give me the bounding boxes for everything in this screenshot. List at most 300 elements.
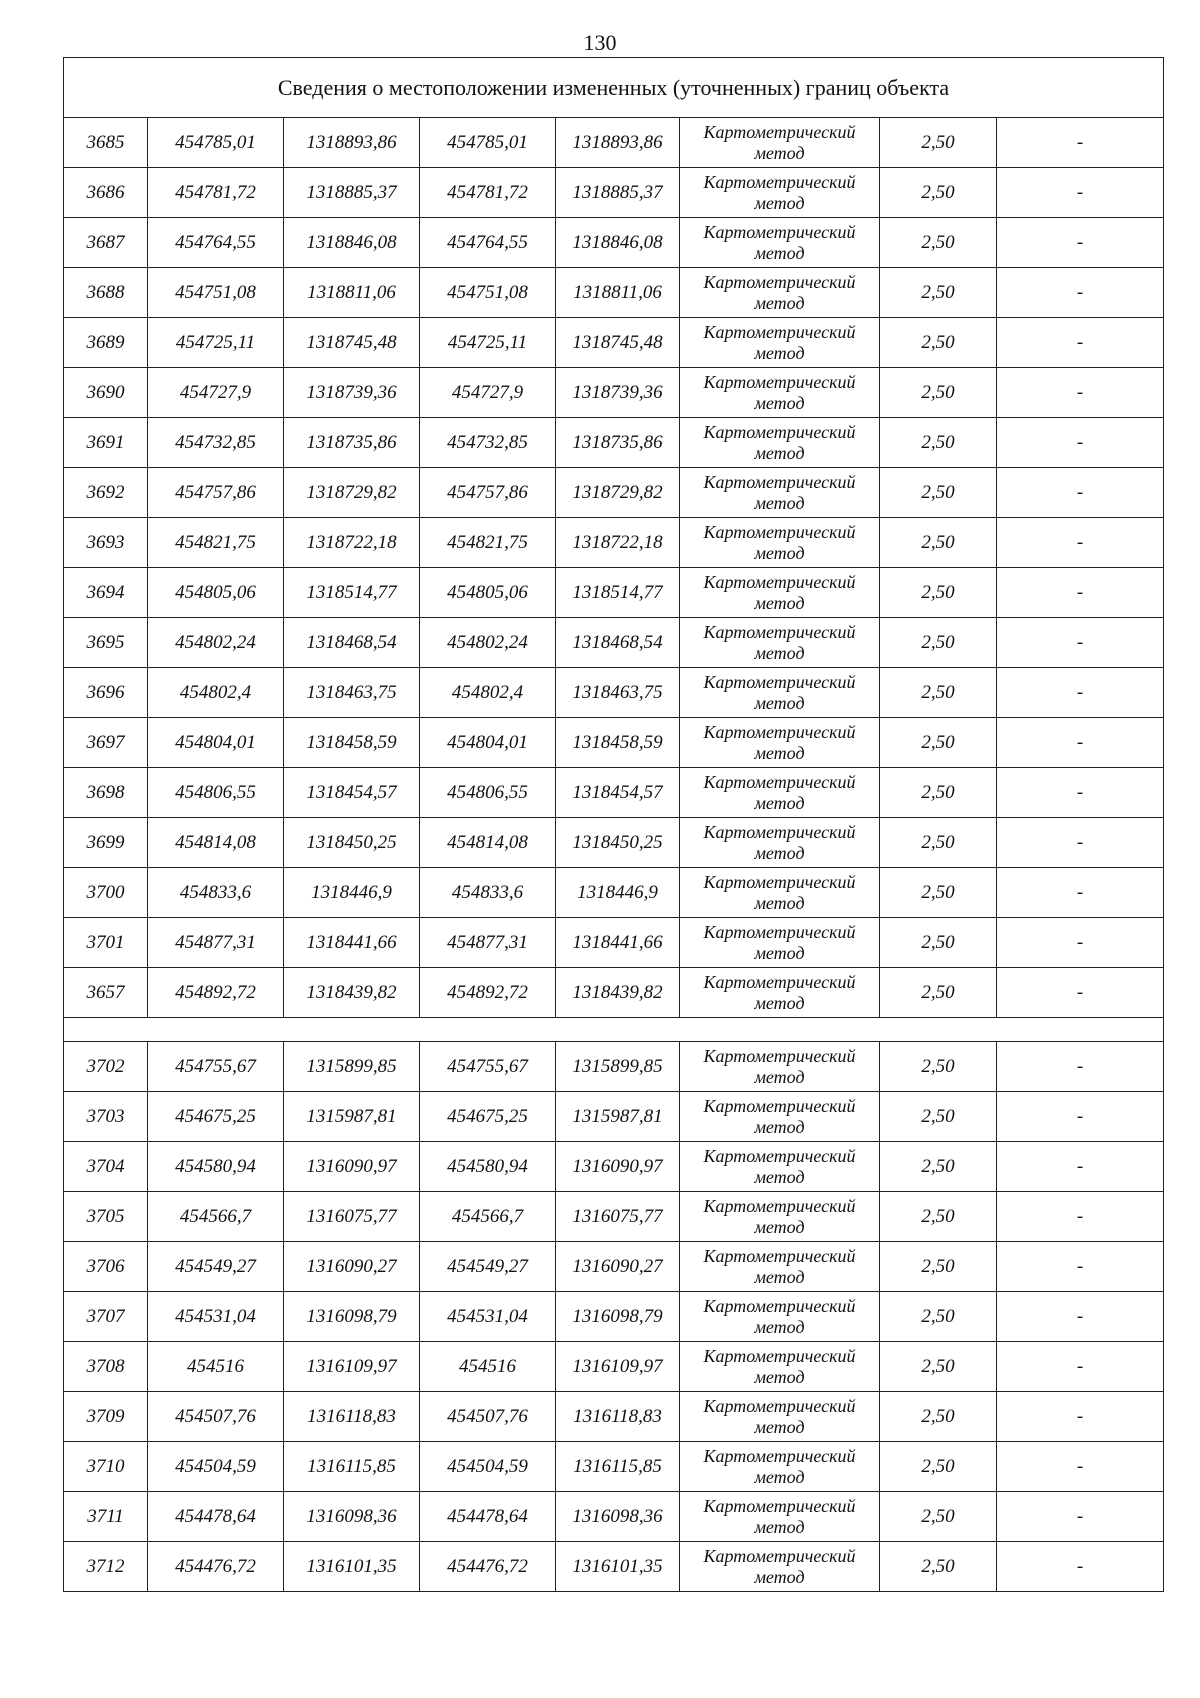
y-existing-cell: 1318893,86: [284, 118, 420, 168]
method-line-2: метод: [754, 1416, 805, 1437]
method-line-2: метод: [754, 692, 805, 713]
point-number-cell: 3693: [64, 518, 148, 568]
description-cell: -: [997, 268, 1164, 318]
method-line-2: метод: [754, 142, 805, 163]
x-new-cell: 454507,76: [420, 1392, 556, 1442]
method-line-1: Картометрический: [703, 671, 856, 692]
y-existing-cell: 1316109,97: [284, 1342, 420, 1392]
description-cell: -: [997, 668, 1164, 718]
method-line-1: Картометрический: [703, 771, 856, 792]
method-line-2: метод: [754, 642, 805, 663]
y-new-cell: 1315899,85: [556, 1042, 680, 1092]
point-number-cell: 3710: [64, 1442, 148, 1492]
table-row: [64, 118, 1164, 168]
x-existing-cell: 454727,9: [148, 368, 284, 418]
method-line-2: метод: [754, 742, 805, 763]
method-line-2: метод: [754, 892, 805, 913]
point-number-cell: 3686: [64, 168, 148, 218]
y-existing-cell: 1316118,83: [284, 1392, 420, 1442]
x-existing-cell: 454549,27: [148, 1242, 284, 1292]
point-number-cell: 3690: [64, 368, 148, 418]
description-cell: -: [997, 1442, 1164, 1492]
description-cell: -: [997, 618, 1164, 668]
y-existing-cell: 1316115,85: [284, 1442, 420, 1492]
y-existing-cell: 1318439,82: [284, 968, 420, 1018]
description-cell: -: [997, 168, 1164, 218]
y-existing-cell: 1316090,97: [284, 1142, 420, 1192]
y-existing-cell: 1316090,27: [284, 1242, 420, 1292]
y-new-cell: 1316118,83: [556, 1392, 680, 1442]
x-existing-cell: 454531,04: [148, 1292, 284, 1342]
x-new-cell: 454478,64: [420, 1492, 556, 1542]
description-cell: -: [997, 1242, 1164, 1292]
x-existing-cell: 454732,85: [148, 418, 284, 468]
x-existing-cell: 454814,08: [148, 818, 284, 868]
table-row: [64, 1092, 1164, 1142]
x-existing-cell: 454757,86: [148, 468, 284, 518]
table-row: [64, 368, 1164, 418]
method-line-2: метод: [754, 1316, 805, 1337]
method-cell: [680, 768, 880, 818]
x-new-cell: 454804,01: [420, 718, 556, 768]
method-cell: [680, 1542, 880, 1592]
point-number-cell: 3703: [64, 1092, 148, 1142]
method-line-2: метод: [754, 1466, 805, 1487]
point-number-cell: 3698: [64, 768, 148, 818]
description-cell: -: [997, 568, 1164, 618]
method-line-2: метод: [754, 942, 805, 963]
table-row: [64, 718, 1164, 768]
point-number-cell: 3712: [64, 1542, 148, 1592]
x-new-cell: 454892,72: [420, 968, 556, 1018]
method-line-1: Картометрический: [703, 871, 856, 892]
y-new-cell: 1315987,81: [556, 1092, 680, 1142]
description-cell: -: [997, 368, 1164, 418]
method-cell: [680, 1142, 880, 1192]
point-number-cell: 3700: [64, 868, 148, 918]
y-new-cell: 1318458,59: [556, 718, 680, 768]
method-line-2: метод: [754, 1566, 805, 1587]
accuracy-cell: 2,50: [880, 168, 997, 218]
x-new-cell: 454566,7: [420, 1192, 556, 1242]
table-row: [64, 768, 1164, 818]
accuracy-cell: 2,50: [880, 1292, 997, 1342]
method-line-1: Картометрический: [703, 971, 856, 992]
y-existing-cell: 1316075,77: [284, 1192, 420, 1242]
method-line-1: Картометрический: [703, 721, 856, 742]
table-row: [64, 868, 1164, 918]
y-new-cell: 1318454,57: [556, 768, 680, 818]
accuracy-cell: 2,50: [880, 1542, 997, 1592]
method-line-1: Картометрический: [703, 1145, 856, 1166]
method-line-1: Картометрический: [703, 1095, 856, 1116]
x-existing-cell: 454478,64: [148, 1492, 284, 1542]
method-line-2: метод: [754, 1116, 805, 1137]
x-new-cell: 454802,4: [420, 668, 556, 718]
x-existing-cell: 454821,75: [148, 518, 284, 568]
method-line-1: Картометрический: [703, 1345, 856, 1366]
y-new-cell: 1318729,82: [556, 468, 680, 518]
method-cell: [680, 968, 880, 1018]
description-cell: -: [997, 1392, 1164, 1442]
description-cell: -: [997, 1042, 1164, 1092]
x-new-cell: 454833,6: [420, 868, 556, 918]
method-cell: [680, 418, 880, 468]
y-existing-cell: 1318468,54: [284, 618, 420, 668]
table-row: [64, 918, 1164, 968]
method-line-1: Картометрический: [703, 1545, 856, 1566]
method-line-1: Картометрический: [703, 171, 856, 192]
x-existing-cell: 454802,4: [148, 668, 284, 718]
method-line-1: Картометрический: [703, 1045, 856, 1066]
method-line-2: метод: [754, 442, 805, 463]
description-cell: -: [997, 768, 1164, 818]
table-row: [64, 318, 1164, 368]
table-row: [64, 1192, 1164, 1242]
y-existing-cell: 1318735,86: [284, 418, 420, 468]
table-row: [64, 418, 1164, 468]
y-existing-cell: 1318846,08: [284, 218, 420, 268]
method-line-2: метод: [754, 992, 805, 1013]
method-cell: [680, 1292, 880, 1342]
description-cell: -: [997, 968, 1164, 1018]
description-cell: -: [997, 1342, 1164, 1392]
x-new-cell: 454757,86: [420, 468, 556, 518]
point-number-cell: 3691: [64, 418, 148, 468]
table-row: [64, 1292, 1164, 1342]
method-cell: [680, 868, 880, 918]
accuracy-cell: 2,50: [880, 818, 997, 868]
description-cell: -: [997, 1292, 1164, 1342]
method-line-1: Картометрический: [703, 921, 856, 942]
point-number-cell: 3688: [64, 268, 148, 318]
point-number-cell: 3692: [64, 468, 148, 518]
table-title: Сведения о местоположении измененных (уточненных) границ объекта: [64, 58, 1164, 118]
y-existing-cell: 1318745,48: [284, 318, 420, 368]
method-line-1: Картометрический: [703, 221, 856, 242]
table-row: [64, 1342, 1164, 1392]
x-new-cell: 454821,75: [420, 518, 556, 568]
method-line-2: метод: [754, 842, 805, 863]
y-existing-cell: 1318463,75: [284, 668, 420, 718]
method-line-2: метод: [754, 242, 805, 263]
method-line-1: Картометрический: [703, 1445, 856, 1466]
x-new-cell: 454531,04: [420, 1292, 556, 1342]
x-existing-cell: 454751,08: [148, 268, 284, 318]
description-cell: -: [997, 1492, 1164, 1542]
y-new-cell: 1316090,97: [556, 1142, 680, 1192]
point-number-cell: 3696: [64, 668, 148, 718]
coordinates-table: [63, 57, 1164, 1592]
description-cell: -: [997, 918, 1164, 968]
method-cell: [680, 368, 880, 418]
method-cell: [680, 1492, 880, 1542]
table-row: [64, 968, 1164, 1018]
table-row: [64, 618, 1164, 668]
x-new-cell: 454806,55: [420, 768, 556, 818]
method-line-2: метод: [754, 292, 805, 313]
method-cell: [680, 1442, 880, 1492]
x-new-cell: 454814,08: [420, 818, 556, 868]
method-line-1: Картометрический: [703, 371, 856, 392]
method-line-2: метод: [754, 1216, 805, 1237]
table-row: [64, 668, 1164, 718]
x-existing-cell: 454877,31: [148, 918, 284, 968]
y-existing-cell: 1318458,59: [284, 718, 420, 768]
method-cell: [680, 618, 880, 668]
method-cell: [680, 668, 880, 718]
table-row: [64, 218, 1164, 268]
x-existing-cell: 454504,59: [148, 1442, 284, 1492]
accuracy-cell: 2,50: [880, 1492, 997, 1542]
x-new-cell: 454802,24: [420, 618, 556, 668]
accuracy-cell: 2,50: [880, 918, 997, 968]
accuracy-cell: 2,50: [880, 1342, 997, 1392]
y-existing-cell: 1318885,37: [284, 168, 420, 218]
point-number-cell: 3705: [64, 1192, 148, 1242]
x-existing-cell: 454476,72: [148, 1542, 284, 1592]
y-new-cell: 1316090,27: [556, 1242, 680, 1292]
y-new-cell: 1318885,37: [556, 168, 680, 218]
description-cell: -: [997, 718, 1164, 768]
table-row: [64, 168, 1164, 218]
description-cell: -: [997, 118, 1164, 168]
method-line-1: Картометрический: [703, 821, 856, 842]
method-line-2: метод: [754, 1166, 805, 1187]
y-new-cell: 1318739,36: [556, 368, 680, 418]
y-new-cell: 1318468,54: [556, 618, 680, 668]
point-number-cell: 3695: [64, 618, 148, 668]
description-cell: -: [997, 468, 1164, 518]
accuracy-cell: 2,50: [880, 768, 997, 818]
table-row: [64, 1142, 1164, 1192]
method-cell: [680, 1042, 880, 1092]
method-line-2: метод: [754, 342, 805, 363]
y-new-cell: 1318463,75: [556, 668, 680, 718]
table-row: [64, 518, 1164, 568]
x-new-cell: 454805,06: [420, 568, 556, 618]
description-cell: -: [997, 518, 1164, 568]
accuracy-cell: 2,50: [880, 218, 997, 268]
page-number: 130: [583, 30, 617, 55]
method-cell: [680, 518, 880, 568]
table-title-row: [64, 58, 1164, 118]
y-new-cell: 1316098,79: [556, 1292, 680, 1342]
method-line-1: Картометрический: [703, 1245, 856, 1266]
description-cell: -: [997, 318, 1164, 368]
description-cell: -: [997, 218, 1164, 268]
point-number-cell: 3707: [64, 1292, 148, 1342]
y-new-cell: 1316101,35: [556, 1542, 680, 1592]
accuracy-cell: 2,50: [880, 668, 997, 718]
accuracy-cell: 2,50: [880, 718, 997, 768]
x-new-cell: 454504,59: [420, 1442, 556, 1492]
point-number-cell: 3701: [64, 918, 148, 968]
accuracy-cell: 2,50: [880, 618, 997, 668]
group-separator-cell: [64, 1018, 1164, 1042]
method-line-2: метод: [754, 392, 805, 413]
y-existing-cell: 1315987,81: [284, 1092, 420, 1142]
accuracy-cell: 2,50: [880, 868, 997, 918]
method-cell: [680, 268, 880, 318]
x-existing-cell: 454516: [148, 1342, 284, 1392]
point-number-cell: 3697: [64, 718, 148, 768]
y-new-cell: 1316075,77: [556, 1192, 680, 1242]
method-line-1: Картометрический: [703, 471, 856, 492]
point-number-cell: 3708: [64, 1342, 148, 1392]
method-line-1: Картометрический: [703, 421, 856, 442]
y-new-cell: 1318722,18: [556, 518, 680, 568]
x-existing-cell: 454833,6: [148, 868, 284, 918]
point-number-cell: 3711: [64, 1492, 148, 1542]
x-new-cell: 454877,31: [420, 918, 556, 968]
accuracy-cell: 2,50: [880, 268, 997, 318]
table-row: [64, 1042, 1164, 1092]
method-line-2: метод: [754, 1516, 805, 1537]
y-existing-cell: 1318722,18: [284, 518, 420, 568]
method-cell: [680, 818, 880, 868]
x-existing-cell: 454781,72: [148, 168, 284, 218]
y-new-cell: 1318735,86: [556, 418, 680, 468]
y-existing-cell: 1318729,82: [284, 468, 420, 518]
method-line-1: Картометрический: [703, 1495, 856, 1516]
point-number-cell: 3702: [64, 1042, 148, 1092]
x-new-cell: 454751,08: [420, 268, 556, 318]
x-existing-cell: 454755,67: [148, 1042, 284, 1092]
y-existing-cell: 1318739,36: [284, 368, 420, 418]
y-new-cell: 1318846,08: [556, 218, 680, 268]
description-cell: -: [997, 1192, 1164, 1242]
method-line-2: метод: [754, 592, 805, 613]
method-cell: [680, 718, 880, 768]
x-new-cell: 454785,01: [420, 118, 556, 168]
x-new-cell: 454580,94: [420, 1142, 556, 1192]
y-new-cell: 1316109,97: [556, 1342, 680, 1392]
x-new-cell: 454725,11: [420, 318, 556, 368]
point-number-cell: 3657: [64, 968, 148, 1018]
y-new-cell: 1318893,86: [556, 118, 680, 168]
x-existing-cell: 454725,11: [148, 318, 284, 368]
accuracy-cell: 2,50: [880, 968, 997, 1018]
x-existing-cell: 454507,76: [148, 1392, 284, 1442]
y-new-cell: 1318811,06: [556, 268, 680, 318]
group-separator-row: [64, 1018, 1164, 1042]
accuracy-cell: 2,50: [880, 368, 997, 418]
table-row: [64, 1242, 1164, 1292]
method-line-2: метод: [754, 192, 805, 213]
x-existing-cell: 454566,7: [148, 1192, 284, 1242]
x-new-cell: 454675,25: [420, 1092, 556, 1142]
description-cell: -: [997, 1142, 1164, 1192]
method-line-2: метод: [754, 792, 805, 813]
y-new-cell: 1318514,77: [556, 568, 680, 618]
method-line-1: Картометрический: [703, 621, 856, 642]
point-number-cell: 3689: [64, 318, 148, 368]
accuracy-cell: 2,50: [880, 1392, 997, 1442]
accuracy-cell: 2,50: [880, 118, 997, 168]
point-number-cell: 3706: [64, 1242, 148, 1292]
method-cell: [680, 168, 880, 218]
x-new-cell: 454755,67: [420, 1042, 556, 1092]
method-line-2: метод: [754, 542, 805, 563]
table-row: [64, 1442, 1164, 1492]
method-cell: [680, 1192, 880, 1242]
accuracy-cell: 2,50: [880, 1192, 997, 1242]
x-existing-cell: 454806,55: [148, 768, 284, 818]
method-line-1: Картометрический: [703, 1395, 856, 1416]
method-cell: [680, 468, 880, 518]
accuracy-cell: 2,50: [880, 1242, 997, 1292]
y-existing-cell: 1316098,36: [284, 1492, 420, 1542]
x-existing-cell: 454580,94: [148, 1142, 284, 1192]
description-cell: -: [997, 1092, 1164, 1142]
y-existing-cell: 1318441,66: [284, 918, 420, 968]
x-new-cell: 454476,72: [420, 1542, 556, 1592]
y-existing-cell: 1315899,85: [284, 1042, 420, 1092]
method-line-1: Картометрический: [703, 271, 856, 292]
accuracy-cell: 2,50: [880, 1442, 997, 1492]
description-cell: -: [997, 818, 1164, 868]
accuracy-cell: 2,50: [880, 468, 997, 518]
y-new-cell: 1318439,82: [556, 968, 680, 1018]
x-existing-cell: 454802,24: [148, 618, 284, 668]
method-cell: [680, 1092, 880, 1142]
y-new-cell: 1316115,85: [556, 1442, 680, 1492]
method-line-2: метод: [754, 1066, 805, 1087]
table-row: [64, 818, 1164, 868]
method-cell: [680, 118, 880, 168]
y-existing-cell: 1318514,77: [284, 568, 420, 618]
x-existing-cell: 454892,72: [148, 968, 284, 1018]
method-line-2: метод: [754, 492, 805, 513]
method-line-1: Картометрический: [703, 1295, 856, 1316]
method-cell: [680, 218, 880, 268]
method-cell: [680, 568, 880, 618]
x-new-cell: 454781,72: [420, 168, 556, 218]
method-line-2: метод: [754, 1366, 805, 1387]
method-line-1: Картометрический: [703, 521, 856, 542]
x-new-cell: 454549,27: [420, 1242, 556, 1292]
point-number-cell: 3687: [64, 218, 148, 268]
point-number-cell: 3699: [64, 818, 148, 868]
method-line-1: Картометрический: [703, 321, 856, 342]
table-row: [64, 568, 1164, 618]
x-existing-cell: 454804,01: [148, 718, 284, 768]
y-new-cell: 1318441,66: [556, 918, 680, 968]
y-existing-cell: 1318446,9: [284, 868, 420, 918]
accuracy-cell: 2,50: [880, 318, 997, 368]
point-number-cell: 3694: [64, 568, 148, 618]
y-existing-cell: 1316101,35: [284, 1542, 420, 1592]
method-line-1: Картометрический: [703, 121, 856, 142]
x-new-cell: 454764,55: [420, 218, 556, 268]
description-cell: -: [997, 1542, 1164, 1592]
y-new-cell: 1318745,48: [556, 318, 680, 368]
y-existing-cell: 1318454,57: [284, 768, 420, 818]
x-existing-cell: 454805,06: [148, 568, 284, 618]
accuracy-cell: 2,50: [880, 1142, 997, 1192]
y-existing-cell: 1316098,79: [284, 1292, 420, 1342]
y-new-cell: 1316098,36: [556, 1492, 680, 1542]
x-existing-cell: 454764,55: [148, 218, 284, 268]
accuracy-cell: 2,50: [880, 418, 997, 468]
accuracy-cell: 2,50: [880, 1092, 997, 1142]
table-row: [64, 468, 1164, 518]
table-row: [64, 268, 1164, 318]
x-existing-cell: 454675,25: [148, 1092, 284, 1142]
table-row: [64, 1542, 1164, 1592]
accuracy-cell: 2,50: [880, 568, 997, 618]
